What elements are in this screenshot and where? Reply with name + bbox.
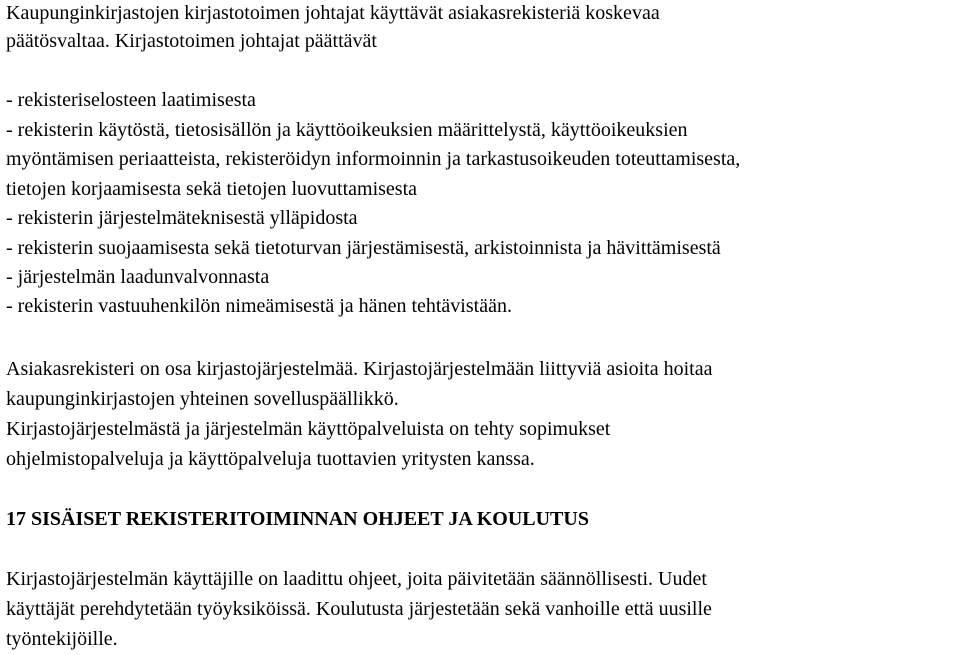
paragraph2-line-3: Kirjastojärjestelmästä ja järjestelmän käyttöpalveluista on tehty sopimukset	[6, 418, 611, 440]
list-item-5: - järjestelmän laadunvalvonnasta	[6, 266, 270, 288]
list-item-3: - rekisterin järjestelmäteknisestä ylläpidosta	[6, 207, 358, 229]
list-item-6: - rekisterin vastuuhenkilön nimeämisestä ja hänen tehtävistään.	[6, 295, 512, 317]
intro-line-1: Kaupunginkirjastojen kirjastotoimen johtajat käyttävät asiakasrekisteriä koskevaa	[6, 2, 660, 24]
paragraph3-line-3: työntekijöille.	[6, 628, 118, 650]
paragraph2-line-2: kaupunginkirjastojen yhteinen sovelluspäällikkö.	[6, 388, 399, 410]
paragraph2-line-1: Asiakasrekisteri on osa kirjastojärjestelmää. Kirjastojärjestelmään liittyviä asioita hoitaa	[6, 358, 713, 380]
paragraph3-line-2: käyttäjät perehdytetään työyksiköissä. Koulutusta järjestetään sekä vanhoille että uusille	[6, 598, 712, 620]
intro-line-2: päätösvaltaa. Kirjastotoimen johtajat päättävät	[6, 30, 377, 52]
section-heading: 17 SISÄISET REKISTERITOIMINNAN OHJEET JA KOULUTUS	[6, 508, 589, 530]
list-item-4: - rekisterin suojaamisesta sekä tietoturvan järjestämisestä, arkistoinnista ja hävittämisestä	[6, 237, 721, 259]
paragraph3-line-1: Kirjastojärjestelmän käyttäjille on laadittu ohjeet, joita päivitetään säännöllisesti. Uudet	[6, 568, 707, 590]
paragraph2-line-4: ohjelmistopalveluja ja käyttöpalveluja tuottavien yritysten kanssa.	[6, 448, 535, 470]
list-item-2-cont: myöntämisen periaatteista, rekisteröidyn informoinnin ja tarkastusoikeuden toteuttamisesta,	[6, 148, 741, 170]
list-item-2-cont-2: tietojen korjaamisesta sekä tietojen luovuttamisesta	[6, 178, 417, 200]
list-item-2: - rekisterin käytöstä, tietosisällön ja käyttöoikeuksien määrittelystä, käyttöoikeuksien	[6, 119, 688, 141]
list-item-1: - rekisteriselosteen laatimisesta	[6, 89, 256, 111]
